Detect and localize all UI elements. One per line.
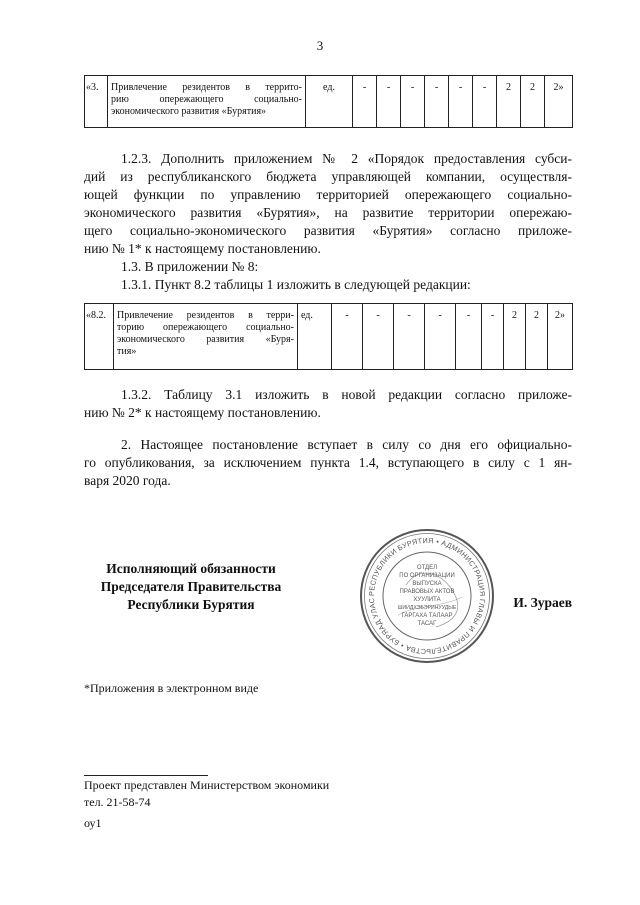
row-value: -	[449, 76, 473, 128]
attachments-note: *Приложения в электронном виде	[84, 681, 259, 695]
signature-title-line: Председателя Правительства	[100, 579, 282, 594]
text-line: 1.3.2. Таблицу 3.1 изложить в новой редакции согласно приложе-	[121, 387, 572, 402]
footer-code: оу1	[84, 816, 102, 830]
stamp-center-line: ХУУЛИТА	[413, 597, 441, 603]
row-desc-line: Привлечение резидентов в терри-	[117, 310, 294, 321]
row-value: -	[332, 304, 363, 370]
row-value: 2»	[548, 304, 573, 370]
stamp-center-line: ТАСАГ	[417, 621, 437, 627]
signature-title-line: Республики Бурятия	[127, 597, 255, 612]
text-line: 1.2.3. Дополнить приложением № 2 «Порядок предоставления субси-	[121, 151, 572, 166]
text-line: щего социально-экономического развития «Бурятия» согласно приложе-	[84, 223, 572, 238]
row-value: -	[353, 76, 377, 128]
signature-title	[84, 560, 298, 614]
text-line: 1.3.1. Пункт 8.2 таблицы 1 изложить в следующей редакции:	[121, 277, 471, 292]
row-value: -	[363, 304, 394, 370]
row-desc-line: рию опережающего социально-	[111, 94, 302, 105]
row-value: -	[456, 304, 482, 370]
stamp-center-line: ГАРГАХА ТАЛААР	[401, 613, 453, 619]
table-mid-row	[84, 303, 573, 370]
row-value: -	[425, 304, 456, 370]
stamp-center-line: ПРАВОВЫХ АКТОВ	[399, 589, 455, 595]
page-number: 3	[316, 38, 324, 53]
row-description	[114, 304, 298, 370]
text-line: ющей функции по управлению территорией опережающего социально-	[84, 187, 572, 202]
row-value: 2	[497, 76, 521, 128]
stamp-center-line: ВЫПУСКА	[412, 581, 442, 587]
text-line: 2. Настоящее постановление вступает в силу со дня его официально-	[121, 437, 572, 452]
row-desc-line: Привлечение резидентов в террито-	[111, 82, 302, 93]
row-value: 2	[521, 76, 545, 128]
paragraph-2	[84, 436, 572, 490]
stamp-seal-icon	[358, 527, 496, 665]
text-line: го опубликования, за исключением пункта 1.4, вступающего в силу с 1 ян-	[84, 455, 572, 470]
footer-phone: тел. 21-58-74	[84, 795, 151, 809]
paragraph-1-3-2	[84, 386, 572, 422]
stamp-center-line: ШИИДХЭБЭРИНУУДЫЕ	[397, 605, 457, 611]
row-number: «8.2.	[85, 304, 114, 370]
row-value: -	[473, 76, 497, 128]
text-line: нию № 1* к настоящему постановлению.	[84, 241, 321, 256]
row-value: -	[394, 304, 425, 370]
row-unit: ед.	[298, 304, 332, 370]
row-unit: ед.	[306, 76, 353, 128]
row-value: 2»	[545, 76, 573, 128]
paragraph-1-2-3	[84, 150, 572, 294]
text-line: варя 2020 года.	[84, 473, 171, 488]
row-value: -	[377, 76, 401, 128]
signature-title-line: Исполняющий обязанности	[106, 561, 276, 576]
row-value: 2	[504, 304, 526, 370]
row-value: 2	[526, 304, 548, 370]
footer-project-line: Проект представлен Министерством экономики	[84, 778, 330, 792]
row-value: -	[482, 304, 504, 370]
official-stamp	[358, 527, 496, 665]
text-line: 1.3. В приложении № 8:	[121, 259, 259, 274]
row-number: «3.	[85, 76, 108, 128]
stamp-ring-text: РЕСПУБЛИКИ БУРЯТИЯ • АДМИНИСТРАЦИЯ ГЛАВЫ И ПРАВИТЕЛЬСТВА • БУРЯАД УЛАС	[366, 535, 488, 657]
signatory-name: И. Зураев	[513, 595, 572, 610]
row-desc-line: экономического развития «Буря-	[117, 334, 294, 345]
row-desc-line: экономического развития «Бурятия»	[111, 106, 267, 117]
stamp-center-line: ПО ОРГАНИЗАЦИИ	[399, 573, 455, 579]
text-line: нию № 2* к настоящему постановлению.	[84, 405, 321, 420]
row-desc-line: тия»	[117, 346, 137, 357]
footer-divider	[84, 775, 208, 776]
table-top-row	[84, 75, 573, 128]
row-description	[108, 76, 306, 128]
stamp-center-line: ОТДЕЛ	[416, 565, 438, 571]
text-line: дий из республиканского бюджета управляющей компании, осуществля-	[84, 169, 572, 184]
row-desc-line: торию опережающего социально-	[117, 322, 294, 333]
text-line: экономического развития «Бурятия», на развитие территории опережаю-	[84, 205, 572, 220]
row-value: -	[401, 76, 425, 128]
row-value: -	[425, 76, 449, 128]
